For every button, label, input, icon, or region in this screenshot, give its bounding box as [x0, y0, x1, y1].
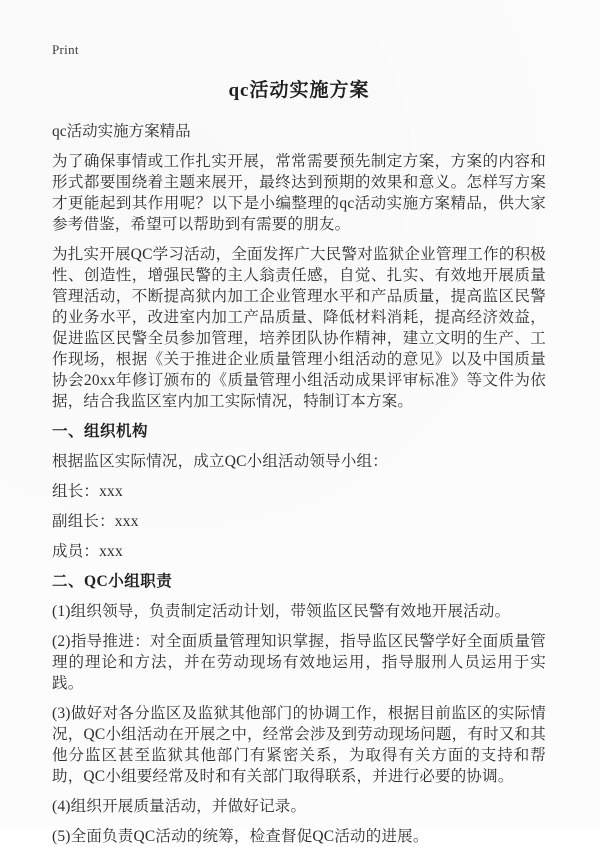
- organization-intro-paragraph: 根据监区实际情况，成立QC小组活动领导小组：: [52, 453, 388, 470]
- purpose-paragraph: 为扎实开展QC学习活动，全面发挥广大民警对监狱企业管理工作的积极性、创造性，增强民警的主人翁责任感，自觉、扎实、有效地开展质量管理活动，不断提高狱内加工企业管理水平和产品质量，提高监区民警的业务水平，改进室内加工产品质量、降低材料消耗，提高经济效益，促进监区民警全员参加管理，培养团队协作精神，建立文明的生产、工作现场，根据《关于推进企业质量管理小组活动的意见》以及中国质量协会20xx年修订颁布的《质量管理小组活动成果评审标准》等文件为依据，结合我监区室内加工实际情况，特制订本方案。: [52, 246, 546, 410]
- deputy-leader-line: 副组长：xxx: [52, 513, 139, 530]
- intro-paragraph: 为了确保事情或工作扎实开展，常常需要预先制定方案，方案的内容和形式都要围绕着主题来展开，最终达到预期的效果和意义。怎样写方案才更能起到其作用呢？以下是小编整理的qc活动实施方案精品，供大家参考借鉴，希望可以帮助到有需要的朋友。: [52, 153, 546, 233]
- duty-item-3: (3)做好对各分监区及监狱其他部门的协调工作，根据目前监区的实际情况，QC小组活动在开展之中，经常会涉及到劳动现场问题，有时又和其他分监区甚至监狱其他部门有紧密关系，为取得有关方面的支持和帮助，QC小组要经常及时和有关部门取得联系，并进行必要的协调。: [52, 705, 546, 785]
- duty-item-4: (4)组织开展质量活动，并做好记录。: [52, 798, 307, 815]
- page-subtitle: qc活动实施方案精品: [52, 123, 191, 140]
- members-line: 成员：xxx: [52, 543, 123, 560]
- duty-item-2: (2)指导推进：对全面质量管理知识掌握，指导监区民警学好全面质量管理的理论和方法，并在劳动现场有效地运用，指导服刑人员运用于实践。: [52, 633, 546, 692]
- duty-item-1: (1)组织领导，负责制定活动计划，带领监区民警有效地开展活动。: [52, 603, 511, 620]
- section-heading-organization: 一、组织机构: [52, 423, 149, 440]
- section-heading-qc-duties: 二、QC小组职责: [52, 573, 173, 590]
- leader-line: 组长：xxx: [52, 483, 123, 500]
- duty-item-5: (5)全面负责QC活动的统筹，检查督促QC活动的进展。: [52, 828, 429, 845]
- print-link[interactable]: Print: [52, 42, 79, 57]
- page-title: qc活动实施方案: [228, 80, 370, 101]
- document-body: [52, 151, 546, 847]
